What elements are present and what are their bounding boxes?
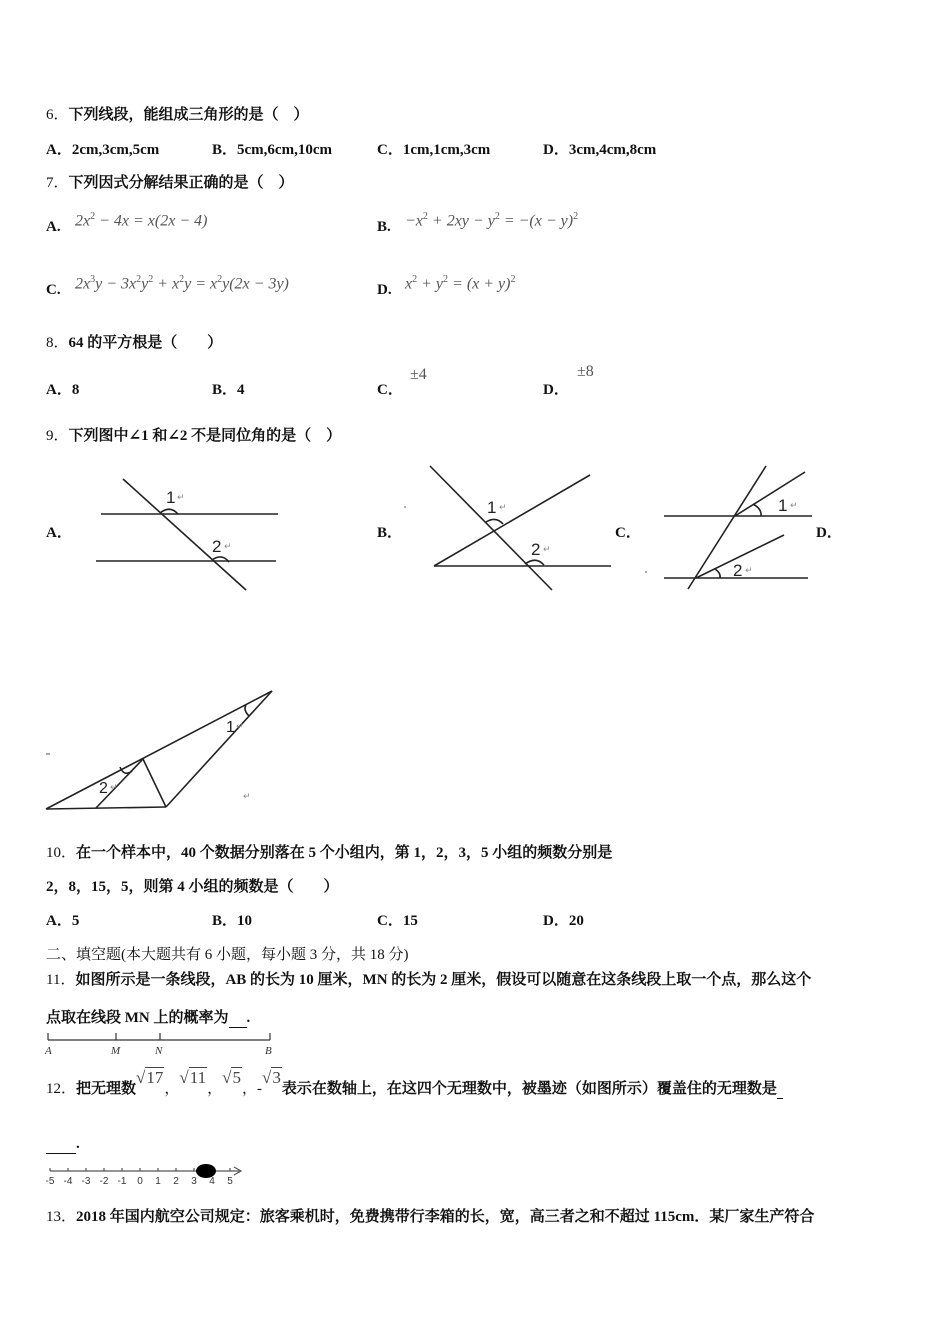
q9-option-a-label: A． [46,525,72,541]
angle-2-label: 2 [212,537,222,556]
question-12-blank-line: . [46,1136,80,1154]
q10-option-b: B．10 [212,913,253,929]
q6-option-a: A．2cm,3cm,5cm [46,142,160,158]
svg-text:1: 1 [226,719,235,736]
q9-option-b-label: B． [377,525,403,541]
q10-option-c: C．15 [377,913,418,929]
svg-text:2: 2 [531,540,541,559]
svg-text:↵: ↵ [499,503,507,513]
q10-option-a: A．5 [46,913,80,929]
q7-option-d-formula: $x^2 + y^2 = (x + y)^2$ [405,274,516,293]
svg-text:1: 1 [778,496,788,515]
svg-text:-1: -1 [117,1176,127,1187]
question-11-stem-line1: 11．如图所示是一条线段，AB 的长为 10 厘米，MN 的长为 2 厘米，假设可以随意在这条线段上取一个点，那么这个 [46,972,812,988]
q9-option-d-label: D． [816,525,842,541]
q7-option-a-formula: $2x^2 - 4x = x(2x - 4)$ [75,211,208,230]
question-11-stem-line2: 点取在线段 MN 上的概率为 . [46,1010,251,1026]
svg-text:↵: ↵ [543,545,551,555]
svg-text:↵: ↵ [243,792,251,802]
section-title: 二、填空题(本大题共有 6 小题，每小题 3 分，共 18 分) [46,947,409,963]
q6-option-d: D．3cm,4cm,8cm [543,142,657,158]
svg-text:1: 1 [487,498,497,517]
svg-text:5: 5 [227,1176,233,1187]
svg-text:N: N [155,1045,163,1057]
svg-text:0: 0 [137,1176,143,1187]
question-6-stem: 6．下列线段，能组成三角形的是（ ） [46,107,309,123]
q8-option-b: B．4 [212,382,245,398]
svg-text:2: 2 [173,1176,179,1187]
svg-text:-5: -5 [45,1176,55,1187]
svg-text:↵: ↵ [224,542,232,552]
q7-option-b-formula: $-x^2 + 2xy - y^2 = -(x - y)^2$ [405,211,579,230]
question-10-stem-line2: 2，8，15，5，则第 4 小组的频数是（ ） [46,879,339,895]
q8-option-c-label: C． [377,382,403,398]
svg-text:A: A [45,1045,52,1057]
svg-text:M: M [111,1045,121,1057]
q7-option-a-label: A. [46,219,61,235]
svg-text:-4: -4 [63,1176,73,1187]
q7-option-d-label: D. [377,282,392,298]
svg-text:1: 1 [155,1176,161,1187]
svg-text:↵: ↵ [745,566,753,576]
q10-option-d: D．20 [543,913,584,929]
question-8-stem: 8．64 的平方根是（ ） [46,335,223,351]
question-10-stem-line1: 10．在一个样本中，40 个数据分别落在 5 个小组内，第 1，2，3，5 小组的频数分别是 [46,845,613,861]
q7-option-b-label: B. [377,219,391,235]
question-7-stem: 7．下列因式分解结果正确的是（ ） [46,175,294,191]
svg-text:4: 4 [209,1176,215,1187]
angle-1-label: 1 [166,488,176,507]
q9-option-c-label: C． [615,525,641,541]
q8-option-d-label: D． [543,382,569,398]
svg-text:B: B [265,1045,272,1057]
svg-text:↵: ↵ [177,493,185,503]
q7-option-c-label: C. [46,282,61,298]
svg-text:↵: ↵ [790,501,798,511]
svg-text:2: 2 [733,561,743,580]
q6-option-c: C．1cm,1cm,3cm [377,142,491,158]
question-12-stem: 12．把无理数√17，√11，√5，-√3表示在数轴上，在这四个无理数中，被墨迹（如图所示）覆盖住的无理数是 [46,1077,783,1099]
question-13-stem: 13．2018 年国内航空公司规定：旅客乘机时，免费携带行李箱的长，宽，高三者之和不超过 115cm．某厂家生产符合 [46,1209,815,1225]
svg-text:2: 2 [99,780,108,797]
svg-text:↵: ↵ [236,722,244,732]
svg-text:↵: ↵ [110,783,118,793]
question-9-stem: 9．下列图中∠1 和∠2 不是同位角的是（ ） [46,428,342,444]
q8-option-d-value: ±8 [577,363,594,380]
q7-option-c-formula: $2x^3y - 3x^2y^2 + x^2y = x^2y(2x - 3y)$ [75,274,289,293]
svg-text:-2: -2 [99,1176,109,1187]
q6-option-b: B．5cm,6cm,10cm [212,142,332,158]
svg-text:-3: -3 [81,1176,91,1187]
svg-text:3: 3 [191,1176,197,1187]
q8-option-c-value: ±4 [410,366,427,383]
q8-option-a: A．8 [46,382,80,398]
